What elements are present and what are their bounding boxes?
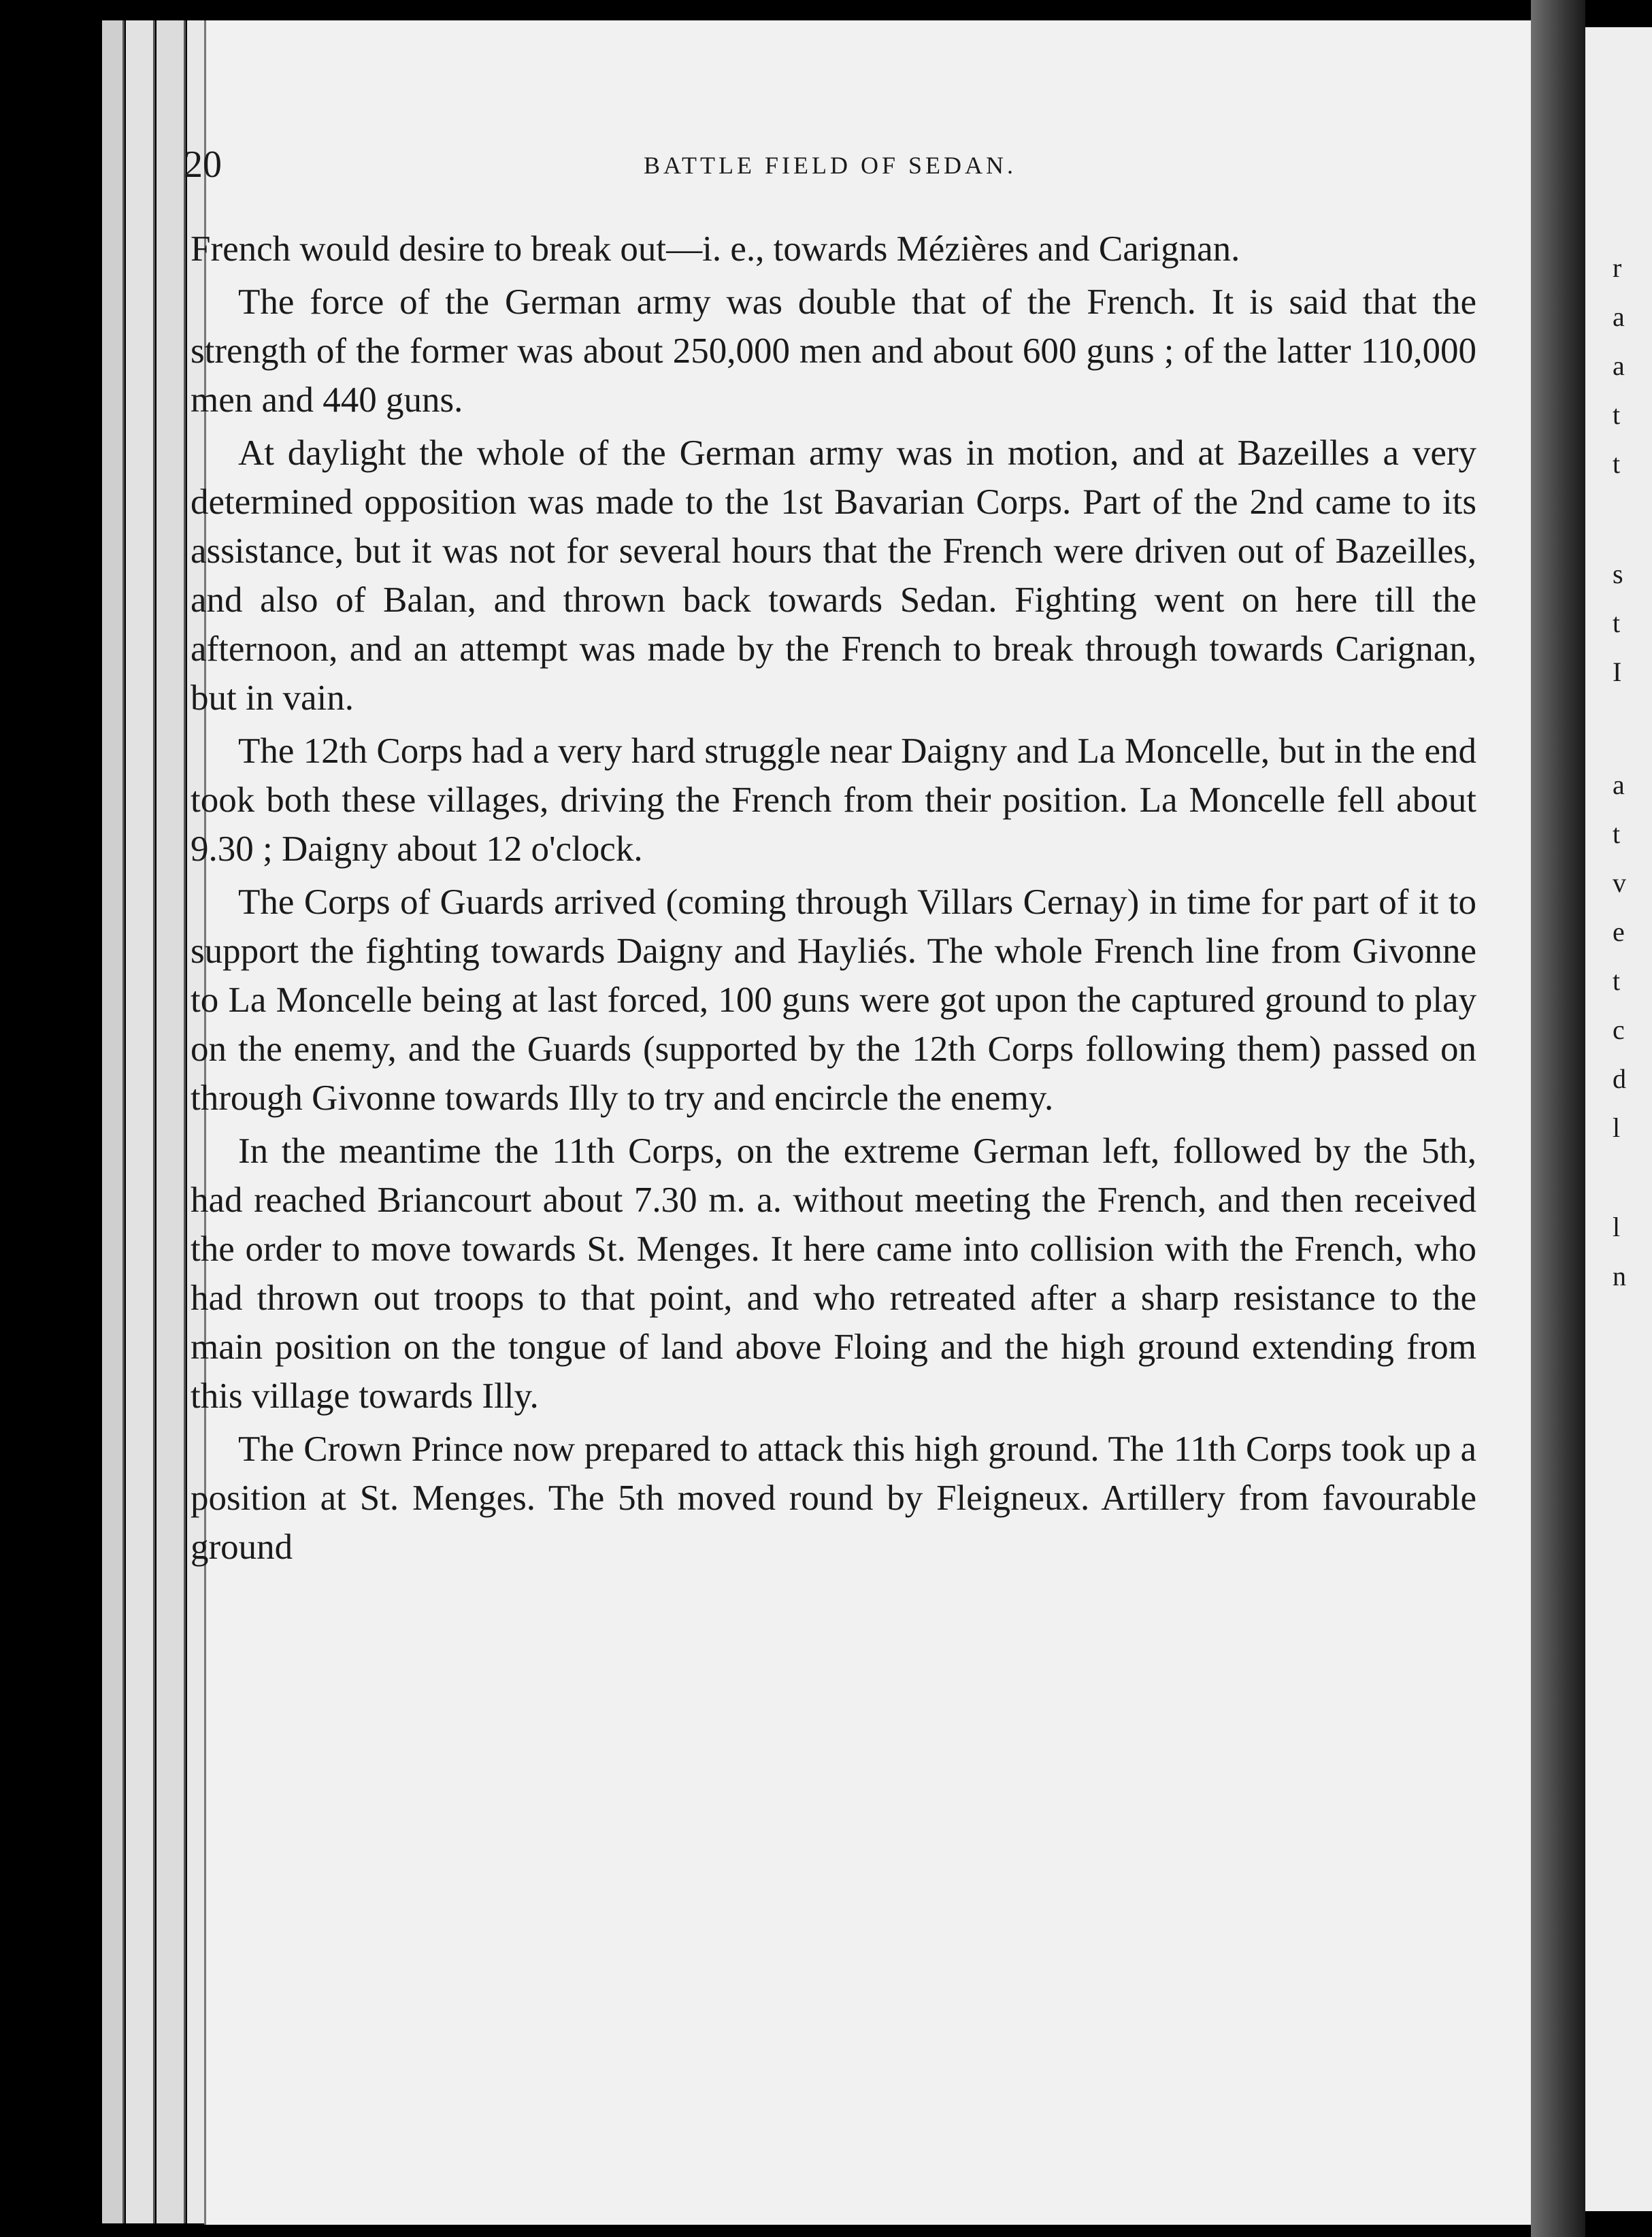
- paragraph: The Corps of Guards arrived (coming through Villars Cernay) in time for part of it to support the fighting towards Daigny and Hayliés. The whole French line from Givonne to La Moncelle being at last forced, 100 guns were got upon the captured ground to play on the enemy, and the Guards (supported by the 12th Corps following them) passed on through Givonne towards Illy to try and encircle the enemy.: [191, 882, 1476, 1118]
- paragraph: The 12th Corps had a very hard struggle near Daigny and La Moncelle, but in the end took both these villages, driving the French from their position. La Moncelle fell about 9.30 ; Daigny about 12 o'clock.: [191, 731, 1476, 869]
- page-edge: [102, 20, 125, 2223]
- running-title: BATTLE FIELD OF SEDAN.: [644, 152, 1017, 179]
- next-page-fragment: v: [1613, 867, 1626, 898]
- next-page-fragment: e: [1613, 916, 1625, 947]
- paragraph: In the meantime the 11th Corps, on the extreme German left, followed by the 5th, had reached Briancourt about 7.30 m. a. without meeting the French, and then received the order to move towards St. Menges. It here came into collision with the French, who had thrown out troops to that point, and who retreated after a sharp resistance to the main position on the tongue of land above Floing and the high ground extending from this village towards Illy.: [191, 1131, 1476, 1416]
- book-gutter: [1531, 0, 1585, 2237]
- next-page-fragment: l: [1613, 1112, 1621, 1143]
- next-page-fragment: l: [1613, 1212, 1621, 1242]
- next-page-fragment: r: [1613, 252, 1622, 283]
- next-page-fragment: t: [1613, 448, 1621, 479]
- page-edge: [126, 20, 155, 2223]
- paragraph: The Crown Prince now prepared to attack this high ground. The 11th Corps took up a position at St. Menges. The 5th moved round by Fleigneux. Artillery from favourable ground: [191, 1429, 1476, 1567]
- page-body: [191, 225, 1476, 1576]
- next-page-fragment: s: [1613, 559, 1623, 589]
- next-page-fragment: a: [1613, 769, 1625, 800]
- next-page-fragment: t: [1613, 965, 1621, 996]
- page-edge: [156, 20, 186, 2223]
- next-page-fragment: t: [1613, 608, 1621, 638]
- next-page-fragment: d: [1613, 1063, 1626, 1094]
- next-page-fragment: I: [1613, 657, 1622, 687]
- paragraph: At daylight the whole of the German army was in motion, and at Bazeilles a very determined opposition was made to the 1st Bavarian Corps. Part of the 2nd came to its assistance, but it was not for several hours that the French were driven out of Bazeilles, and also of Balan, and thrown back towards Sedan. Fighting went on here till the afternoon, and an attempt was made by the French to break through towards Carignan, but in vain.: [191, 433, 1476, 718]
- page-header: [184, 143, 1476, 197]
- paragraph: French would desire to break out—i. e., towards Mézières and Carignan.: [191, 229, 1240, 269]
- next-page-fragment: n: [1613, 1261, 1626, 1291]
- next-page-sliver: [1585, 27, 1652, 2211]
- next-page-fragment: t: [1613, 818, 1621, 849]
- next-page-fragment: t: [1613, 399, 1621, 430]
- next-page-fragment: a: [1613, 301, 1625, 332]
- next-page-fragment: a: [1613, 350, 1625, 381]
- page-number: 20: [184, 144, 222, 186]
- paragraph: The force of the German army was double that of the French. It is said that the strength of the former was about 250,000 men and about 600 guns ; of the latter 110,000 men and 440 guns.: [191, 282, 1476, 420]
- next-page-fragment: c: [1613, 1014, 1625, 1045]
